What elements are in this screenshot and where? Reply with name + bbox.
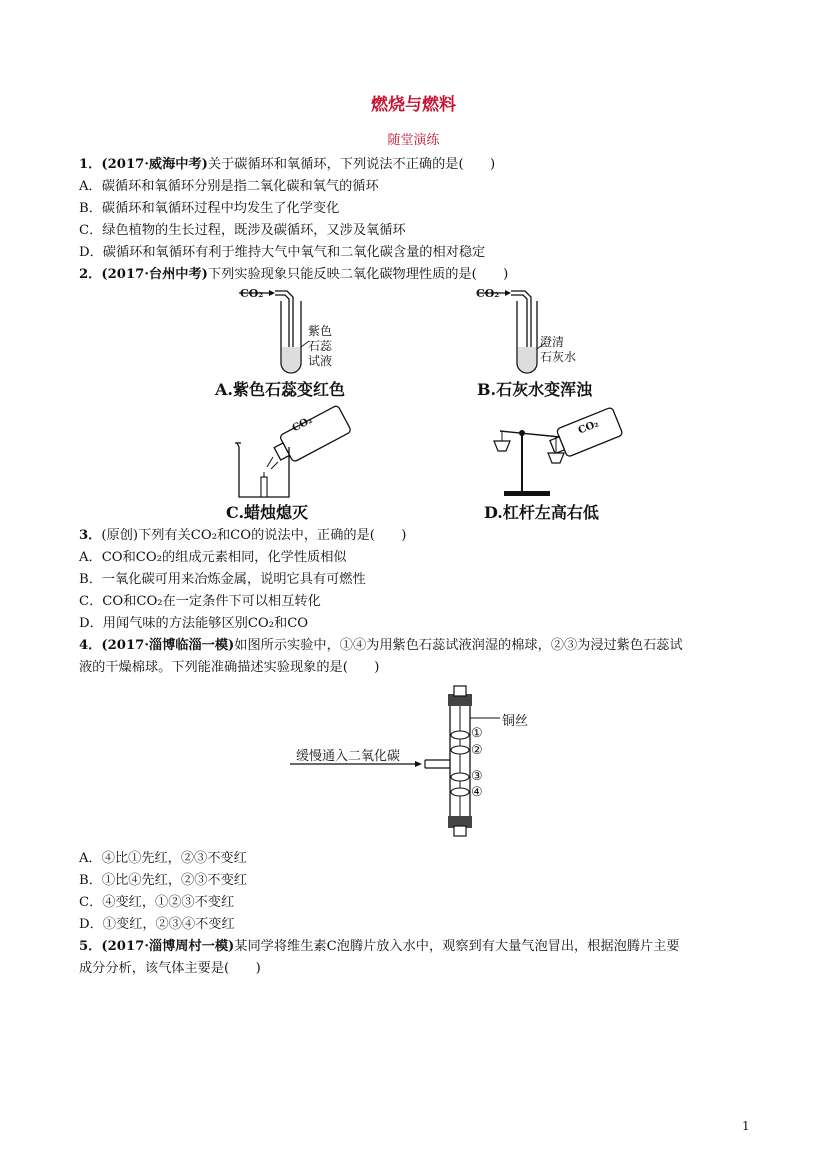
figure-d-lever-balance — [490, 405, 630, 500]
figure-q4-number-2: ② — [471, 743, 483, 758]
figure-q4-number-1: ① — [471, 726, 483, 741]
question-1-text: 关于碳循环和氧循环，下列说法不正确的是( ) — [207, 157, 496, 172]
question-5-source: (2017·淄博周村一模) — [101, 939, 235, 954]
question-3-option-a: A．CO和CO₂的组成元素相同，化学性质相似 — [79, 550, 347, 565]
question-4-text: 如图所示实验中，①④为用紫色石蕊试液润湿的棉球，②③为浸过紫色石蕊试 — [234, 638, 683, 653]
figure-c-caption: C.蜡烛熄灭 — [226, 503, 309, 522]
page-title: 燃烧与燃料 — [371, 95, 456, 115]
question-1-source: (2017·威海中考) — [101, 157, 208, 172]
question-5-number: 5． — [79, 939, 102, 954]
question-4-option-d: D．①变红，②③④不变红 — [79, 917, 235, 932]
question-3-option-d: D．用闻气味的方法能够区别CO₂和CO — [79, 616, 309, 631]
question-3-number: 3． — [79, 528, 102, 543]
question-4-number: 4． — [79, 638, 102, 653]
figure-b-co2-label: CO₂ — [476, 287, 500, 300]
question-2-stem — [79, 266, 508, 284]
figure-q4-number-3: ③ — [471, 769, 483, 784]
page-subtitle: 随堂演练 — [387, 133, 440, 148]
figure-q4-inlet-label: 缓慢通入二氧化碳 — [296, 749, 401, 764]
question-3-option-c: C．CO和CO₂在一定条件下可以相互转化 — [79, 594, 321, 609]
question-2-text: 下列实验现象只能反映二氧化碳物理性质的是( ) — [207, 267, 509, 282]
figure-a-label-2: 石蕊 — [308, 339, 333, 353]
question-5-stem-line-2: 成分分析，该气体主要是( ) — [79, 961, 261, 976]
figure-d-caption: D.杠杆左高右低 — [484, 503, 599, 522]
page-number: 1 — [742, 1119, 750, 1133]
question-1-option-c: C．绿色植物的生长过程，既涉及碳循环，又涉及氧循环 — [79, 223, 406, 238]
question-4-option-b: B．①比④先红，②③不变红 — [79, 873, 247, 888]
question-3-text: (原创)下列有关CO₂和CO的说法中，正确的是( ) — [101, 528, 407, 543]
question-5-stem — [79, 938, 680, 956]
question-1-option-a: A．碳循环和氧循环分别是指二氧化碳和氧气的循环 — [79, 179, 379, 194]
question-1-number: 1． — [79, 157, 102, 172]
figure-a-label-3: 试液 — [308, 354, 333, 368]
question-3-stem — [79, 527, 406, 545]
question-1-option-d: D．碳循环和氧循环有利于维持大气中氧气和二氧化碳含量的相对稳定 — [79, 245, 486, 260]
question-4-option-c: C．④变红，①②③不变红 — [79, 895, 235, 910]
question-1-option-b: B．碳循环和氧循环过程中均发生了化学变化 — [79, 201, 340, 216]
figure-b-caption: B.石灰水变浑浊 — [477, 380, 593, 399]
figure-c-co2-label: CO₂ — [290, 414, 315, 435]
figure-d-co2-label: CO₂ — [576, 418, 601, 437]
question-4-source: (2017·淄博临淄一模) — [101, 638, 235, 653]
figure-a-label-1: 紫色 — [308, 324, 333, 338]
question-5-text: 某同学将维生素C泡腾片放入水中，观察到有大量气泡冒出，根据泡腾片主要 — [234, 939, 680, 954]
figure-q4-wire-label: 铜丝 — [502, 714, 529, 729]
figure-a-caption: A.紫色石蕊变红色 — [215, 380, 345, 399]
figure-b-label-2: 石灰水 — [540, 350, 577, 364]
figure-q4-number-4: ④ — [471, 785, 483, 800]
question-3-option-b: B．一氧化碳可用来冶炼金属，说明它具有可燃性 — [79, 572, 366, 587]
question-2-number: 2． — [79, 267, 102, 282]
question-2-source: (2017·台州中考) — [101, 267, 208, 282]
question-4-stem — [79, 637, 683, 655]
figure-c-candle-beaker — [225, 405, 365, 500]
question-4-option-a: A．④比①先红，②③不变红 — [79, 851, 247, 866]
figure-a-co2-label: CO₂ — [240, 287, 264, 300]
figure-b-label-1: 澄清 — [540, 335, 565, 349]
question-1-stem — [79, 156, 495, 174]
question-4-stem-line-2: 液的干燥棉球。下列能准确描述实验现象的是( ) — [79, 660, 380, 675]
